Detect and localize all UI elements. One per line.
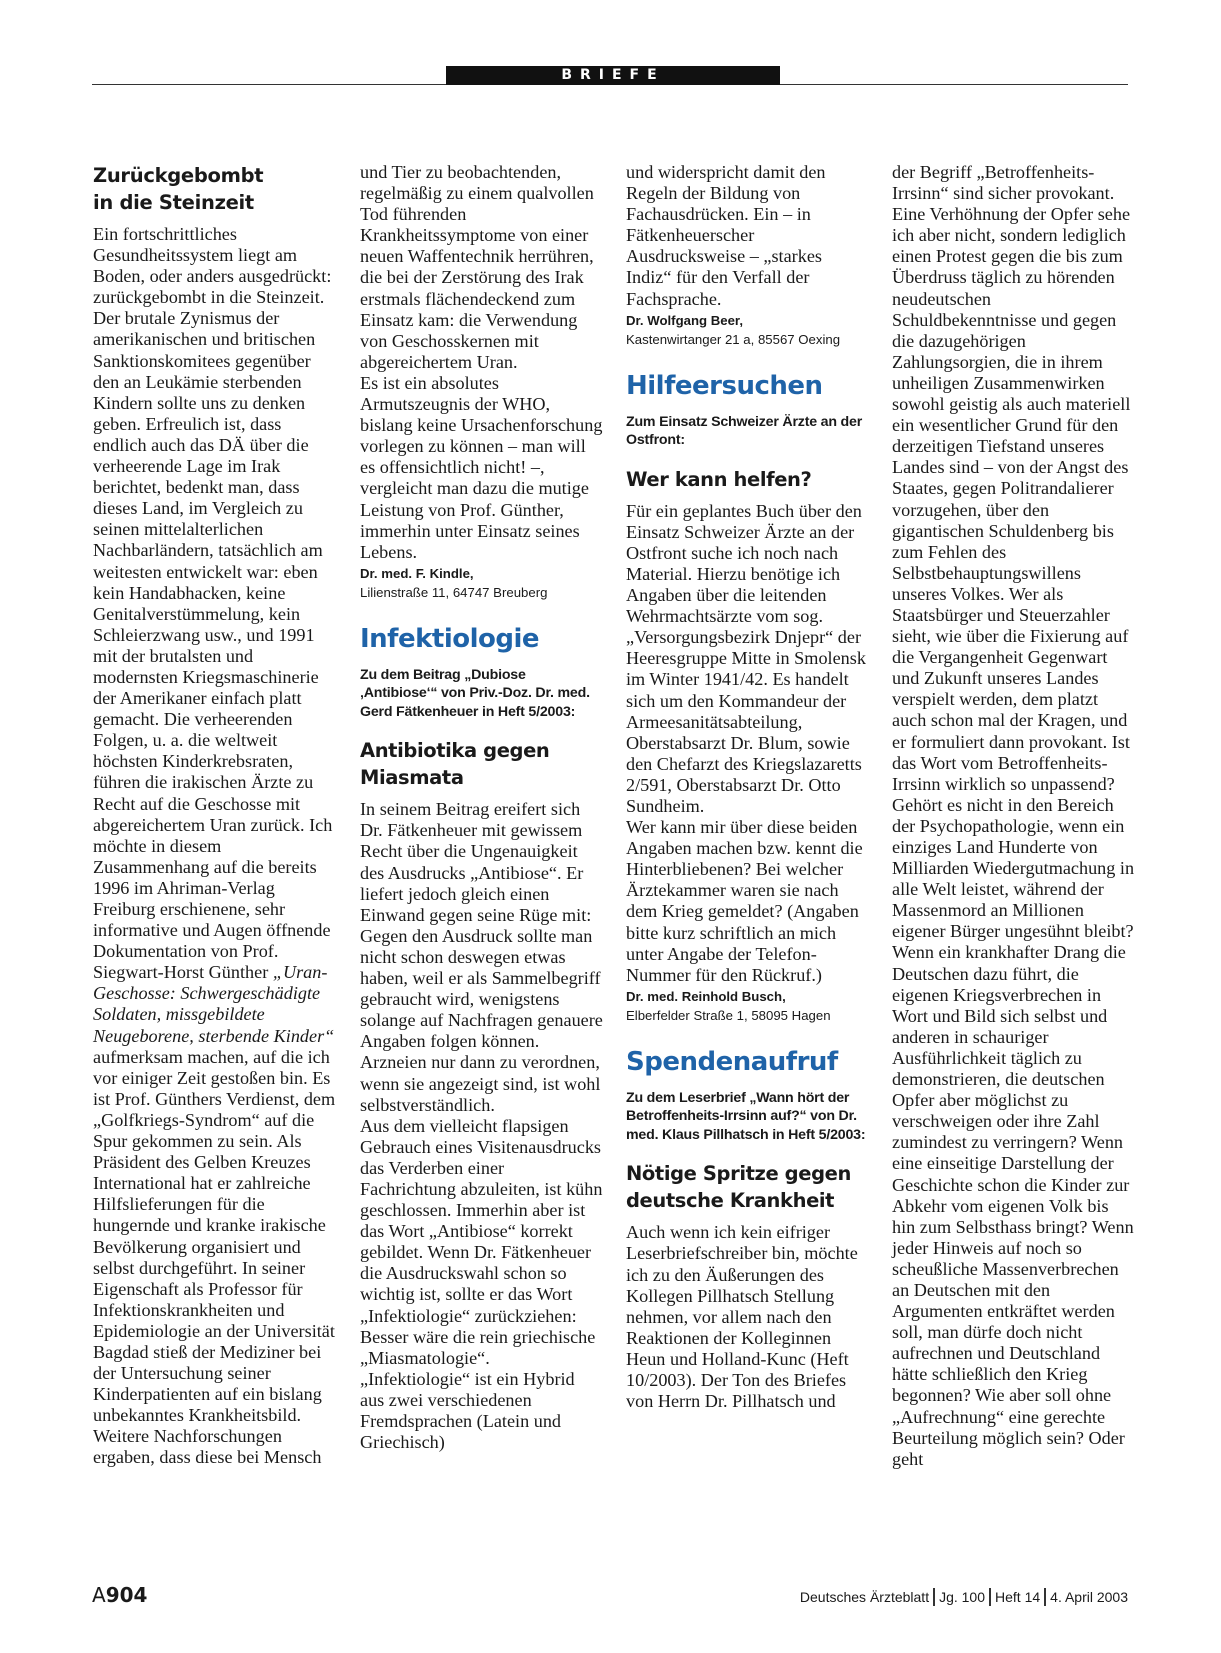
article-title: Zurückgebombt in die Steinzeit [93,164,264,214]
author-signature: Dr. med. Reinhold Busch, [626,988,786,1004]
author-signature: Dr. Wolfgang Beer, [626,312,743,328]
article-body: Ein fortschrittliches Gesundheitssystem liegt am Boden, oder anders ausgedrückt: zurückgebombt in die Steinzeit. Der brutale Zynismus der amerikanischen und britischen Sanktionskomitees gegenüber den an Leukämie sterbenden Kindern sollte uns zu denken geben. Erfreulich ist, dass endlich auch das DÄ über die verheerende Lage im Irak berichtet, bedenkt man, dass dieses Land, im Vergleich zu seinen mittelalterlichen Nachbarländern, tatsächlich am weitesten entwickelt war: eben kein Handabhacken, keine Genitalverstümmelung, kein Schleierzwang usw., und 1991 mit der brutalsten und modernsten Kriegsmaschinerie der Amerikaner einfach platt gemacht. Die verheerenden Folgen, u. a. die weltweit höchsten Kinderkrebsraten, führen die irakischen Ärzte zu Recht auf die Geschosse mit abgereichertem Uran zurück. Ich möchte in diesem Zusammenhang auf die bereits 1996 im Ahriman-Verlag Freiburg erschienene, sehr informative und Augen öffnende Dokumentation von Prof. Siegwart-Horst Günther „Uran-Geschosse: Schwergeschädigte Soldaten, missgebildete Neugeborene, sterbende Kinder“ aufmerksam machen, auf die ich vor einiger Zeit gestoßen bin. Es ist Prof. Günthers Verdienst, dem „Golfkriegs-Syndrom“ auf die Spur gekommen zu sein. Als Präsident des Gelben Kreuzes International hat er zahlreiche Hilfslieferungen für die hungernde und kranke irakische Bevölkerung organisiert und selbst durchgeführt. In seiner Eigenschaft als Professor für Infektionskrankheiten und Epidemiologie an der Universität Bagdad stieß der Mediziner bei der Untersuchung seiner Kinderpatienten auf ein bislang unbekanntes Krankheitsbild. Weitere Nachforschungen ergaben, dass diese bei Mensch [93,224,336,1468]
letter-body-continued: der Begriff „Betroffenheits-Irrsinn“ sind sicher provokant. Eine Verhöhnung der Opfer sehe ich aber nicht, sondern lediglich einen Protest gegen die bis zum Überdruss täglich zu hörenden neudeutschen Schuldbekenntnisse und gegen die dazugehörigen Zahlungsorgien, die in ihrem unheiligen Zusammenwirken sowohl geistig als auch materiell ein wesentlicher Grund für den derzeitigen Tiefstand unseres Landes sind – von der Angst des Staates, gegen Politrandalierer vorzugehen, über den gigantischen Schuldenberg bis zum Fehlen des Selbstbehauptungswillens unseres Volkes. Wer als Staatsbürger und Steuerzahler sieht, wie über die Fixierung auf die Vergangenheit Gegenwart und Zukunft unseres Landes verspielt werden, dem platzt auch schon mal der Kragen, und er formuliert dann provokant. Ist das Wort vom Betroffenheits-Irrsinn wirklich so unpassend? Gehört es nicht in den Bereich der Psychopathologie, wenn ein einziges Land Hunderte von Milliarden Wiedergutmachung in alle Welt leistet, während der Massenmord an Millionen eigener Bürger ungesühnt bleibt? Wenn ein krankhafter Drang die Deutschen dazu führt, die eigenen Kriegsverbrechen in Wort und Bild sich selbst und anderen in schauriger Ausführlichkeit täglich zu demonstrieren, die deutschen Opfer aber möglichst zu verschweigen oder ihre Zahl zumindest zu verringern? Wenn eine einseitige Darstellung der Geschichte schon die Kinder zur Abkehr vom eigenen Volk bis hin zum Selbsthass bringt? Wenn jeder Hinweis auf noch so scheußliche Massenverbrechen an Deutschen mit den Argumenten entkräftet werden soll, man dürfe doch nicht aufrechnen und Deutschland hätte schließlich den Krieg begonnen? Wie aber soll ohne „Aufrechnung“ eine gerechte Beurteilung möglich sein? Oder geht [892,162,1135,1469]
letter-body-paragraph: Wer kann mir über diese beiden Angaben machen bzw. kennt die Hinterbliebenen? Bei welcher Ärztekammer waren sie nach dem Krieg gemeldet? (Angaben bitte kurz schriftlich an mich unter Angabe der Telefon-Nummer für den Rückruf.) [626,817,863,985]
book-title: „Uran-Geschosse: Schwergeschädigte Soldaten, missgebildete Neugeborene, sterbende Kinder“ [93,962,335,1046]
journal-date: 4. April 2003 [1050,1589,1128,1605]
author-address: Elberfelder Straße 1, 58095 Hagen [626,1007,831,1023]
letter-title: Wer kann helfen? [626,467,812,491]
letter-title: Nötige Spritze gegen deutsche Krankheit [626,1162,851,1213]
journal-name: Deutsches Ärzteblatt [799,1589,930,1605]
letter-body: In seinem Beitrag ereifert sich Dr. Fätkenheuer mit gewissem Recht über die Ungenauigkeit des Ausdrucks „Antibiose“. Er liefert jedoch gleich einen Einwand gegen seine Rüge mit: Gegen den Ausdruck sollte man nicht schon deswegen etwas haben, weil er als Sammelbegriff gebraucht wird, wenigstens solange auf Nachfragen genauere Angaben folgen können. Arzneien nur dann zu verordnen, wenn sie angezeigt sind, ist wohl selbstverständlich. [360,799,603,1115]
column-3 [626,162,869,1412]
journal-issue: Heft 14 [995,1589,1041,1605]
letter-body-paragraph: Aus dem vielleicht flapsigen Gebrauch eines Visitenausdrucks das Verderben einer Fachrichtung abzuleiten, ist kühn geschlossen. Immerhin aber ist das Wort „Antibiose“ korrekt gebildet. Wenn Dr. Fätkenheuer die Ausdruckswahl schon so wichtig ist, sollte er das Wort „Infektiologie“ zurückziehen: Besser wäre die rein griechische „Miasmatologie“. „Infektiologie“ ist ein Hybrid aus zwei verschiedenen Fremdsprachen (Latein und Griechisch) [360,1115,603,1453]
letter-reference: Zu dem Beitrag „Dubiose ‚Antibiose‘“ von Priv.-Doz. Dr. med. Gerd Fätkenheuer in Heft 5/2003: [360,666,590,720]
column-4 [892,162,1135,1470]
letter-reference: Zu dem Leserbrief „Wann hört der Betroffenheits-Irrsinn auf?“ von Dr. med. Klaus Pillhatsch in Heft 5/2003: [626,1089,866,1143]
section-heading-spendenaufruf: Spendenaufruf [626,1046,838,1077]
journal-info [800,1588,1128,1606]
divider [933,1588,935,1606]
column-2 [360,162,603,1453]
letter-title: Antibiotika gegen Miasmata [360,739,550,790]
section-heading-infektiologie: Infektiologie [360,623,540,654]
article-body-continued: und Tier zu beobachtenden, regelmäßig zu einem qualvollen Tod führenden Krankheitssymptome von einer neuen Waffentechnik herrühren, die bei der Zerstörung des Irak erstmals flächendeckend zum Einsatz kam: die Verwendung von Geschosskernen mit abgereichertem Uran. [360,162,594,372]
section-header: BRIEFE [446,66,780,85]
letter-reference: Zum Einsatz Schweizer Ärzte an der Ostfront: [626,413,863,449]
article-body-paragraph: Es ist ein absolutes Armutszeugnis der WHO, bislang keine Ursachenforschung vorlegen zu können – man will es offensichtlich nicht! –, vergleicht man dazu die mutige Leistung von Prof. Günther, immerhin unter Einsatz seines Lebens. [360,372,603,562]
divider [989,1588,991,1606]
letter-body-continued: und widerspricht damit den Regeln der Bildung von Fachausdrücken. Ein – in Fätkenheuerscher Ausdrucksweise – „starkes Indiz“ für den Verfall der Fachsprache. [626,162,826,309]
author-address: Kastenwirtanger 21 a, 85567 Oexing [626,331,841,347]
letter-body: Auch wenn ich kein eifriger Leserbriefschreiber bin, möchte ich zu den Äußerungen des Kollegen Pillhatsch Stellung nehmen, vor allem nach den Reaktionen der Kolleginnen Heun und Holland-Kunc (Heft 10/2003). Der Ton des Briefes von Herrn Dr. Pillhatsch und [626,1222,858,1412]
section-heading-hilfeersuchen: Hilfeersuchen [626,370,823,401]
author-address: Lilienstraße 11, 64747 Breuberg [360,584,548,600]
divider [1044,1588,1046,1606]
author-signature: Dr. med. F. Kindle, [360,565,474,581]
page-number: A904 [92,1583,148,1607]
column-1 [93,162,336,1469]
journal-volume: Jg. 100 [939,1589,986,1605]
letter-body: Für ein geplantes Buch über den Einsatz Schweizer Ärzte an der Ostfront suche ich noch nach Material. Hierzu benötige ich Angaben über die leitenden Wehrmachtsärzte vom sog. „Versorgungsbezirk Dnjepr“ der Heeresgruppe Mitte in Smolensk im Winter 1941/42. Es handelt sich um den Kommandeur der Armeesanitätsabteilung, Oberstabsarzt Dr. Blum, sowie den Chefarzt des Kriegslazaretts 2/591, Oberstabsarzt Dr. Otto Sundheim. [626,500,866,816]
